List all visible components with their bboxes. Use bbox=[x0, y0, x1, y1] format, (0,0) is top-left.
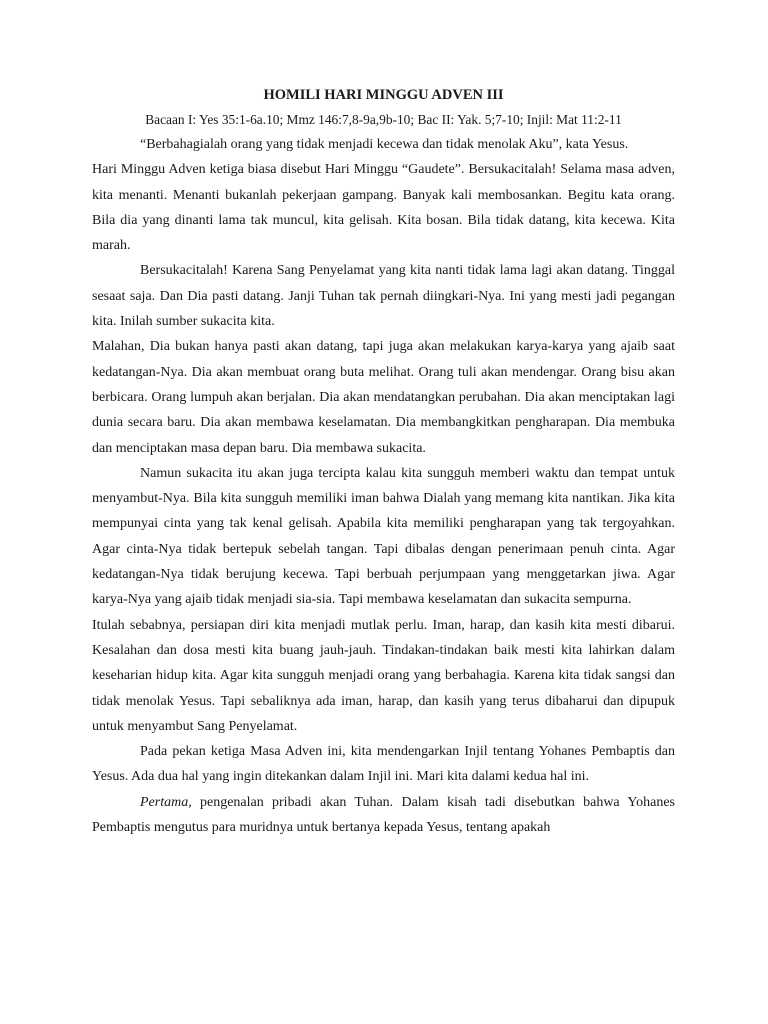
paragraph-7: Pada pekan ketiga Masa Adven ini, kita mendengarkan Injil tentang Yohanes Pembaptis dan Yesus. Ada dua hal yang ingin ditekankan dalam Injil ini. Mari kita dalami kedua hal ini. bbox=[92, 744, 675, 785]
paragraph-2: Hari Minggu Adven ketiga biasa disebut Hari Minggu “Gaudete”. Bersukacitalah! Selama masa adven, kita menanti. Menanti bukanlah pekerjaan gampang. Banyak kali membosankan. Begitu kata orang. Bila dia yang dinanti lama tak muncul, kita gelisah. Kita bosan. Bila tidak datang, kita kecewa. Kita marah. bbox=[92, 162, 675, 254]
paragraph-8-text: , pengenalan pribadi akan Tuhan. Dalam kisah tadi disebutkan bahwa Yohanes Pembaptis mengutus para muridnya untuk bertanya kepada Yesus, tentang apakah bbox=[92, 794, 675, 836]
paragraph-5: Namun sukacita itu akan juga tercipta kalau kita sungguh memberi waktu dan tempat untuk menyambut-Nya. Bila kita sungguh memiliki iman bahwa Dialah yang memang kita nantikan. Jika kita mempunyai cinta yang tak kenal gelisah. Apabila kita memiliki pengharapan yang tak tergoyahkan. Agar cinta-Nya tidak bertepuk sebelah tangan. Tapi dibalas dengan penerimaan penuh cinta. Agar kedatangan-Nya tidak berujung kecewa. Tapi berbuah perjumpaan yang menggetarkan jiwa. Agar karya-Nya yang ajaib tidak menjadi sia-sia. Tapi membawa keselamatan dan sukacita sempurna. bbox=[92, 465, 675, 608]
paragraph-1: “Berbahagialah orang yang tidak menjadi kecewa dan tidak menolak Aku”, kata Yesus. bbox=[140, 137, 629, 152]
document-title: HOMILI HARI MINGGU ADVEN III bbox=[263, 87, 504, 103]
paragraph-8 bbox=[92, 790, 675, 841]
paragraph-3: Bersukacitalah! Karena Sang Penyelamat yang kita nanti tidak lama lagi akan datang. Tinggal sesaat saja. Dan Dia pasti datang. Janji Tuhan tak pernah diingkari-Nya. Ini yang mesti jadi pegangan kita. Inilah sumber sukacita kita. bbox=[92, 263, 675, 330]
paragraph-6: Itulah sebabnya, persiapan diri kita menjadi mutlak perlu. Iman, harap, dan kasih kita mesti dibarui. Kesalahan dan dosa mesti kita buang jauh-jauh. Tindakan-tindakan baik mesti kita lahirkan dalam keseharian hidup kita. Agar kita sungguh menjadi orang yang berbahagia. Karena kita tidak sangsi dan tidak menolak Yesus. Tapi sebaliknya ada iman, harap, dan kasih yang terus dibaharui dan dipupuk untuk menyambut Sang Penyelamat. bbox=[92, 617, 675, 734]
paragraph-4: Malahan, Dia bukan hanya pasti akan datang, tapi juga akan melakukan karya-karya yang ajaib saat kedatangan-Nya. Dia akan membuat orang buta melihat. Orang tuli akan mendengar. Orang bisu akan berbicara. Orang lumpuh akan berjalan. Dia akan mendatangkan perubahan. Dia akan menciptakan lagi dunia secara baru. Dia akan membawa keselamatan. Dia membangkitkan pengharapan. Dia membuka dan menciptakan masa depan baru. Dia membawa sukacita. bbox=[92, 339, 675, 456]
italic-lead-word: Pertama bbox=[140, 794, 189, 810]
readings-line: Bacaan I: Yes 35:1-6a.10; Mmz 146:7,8-9a,9b-10; Bac II: Yak. 5;7-10; Injil: Mat 11:2-11 bbox=[145, 112, 622, 127]
document-page bbox=[92, 83, 675, 840]
